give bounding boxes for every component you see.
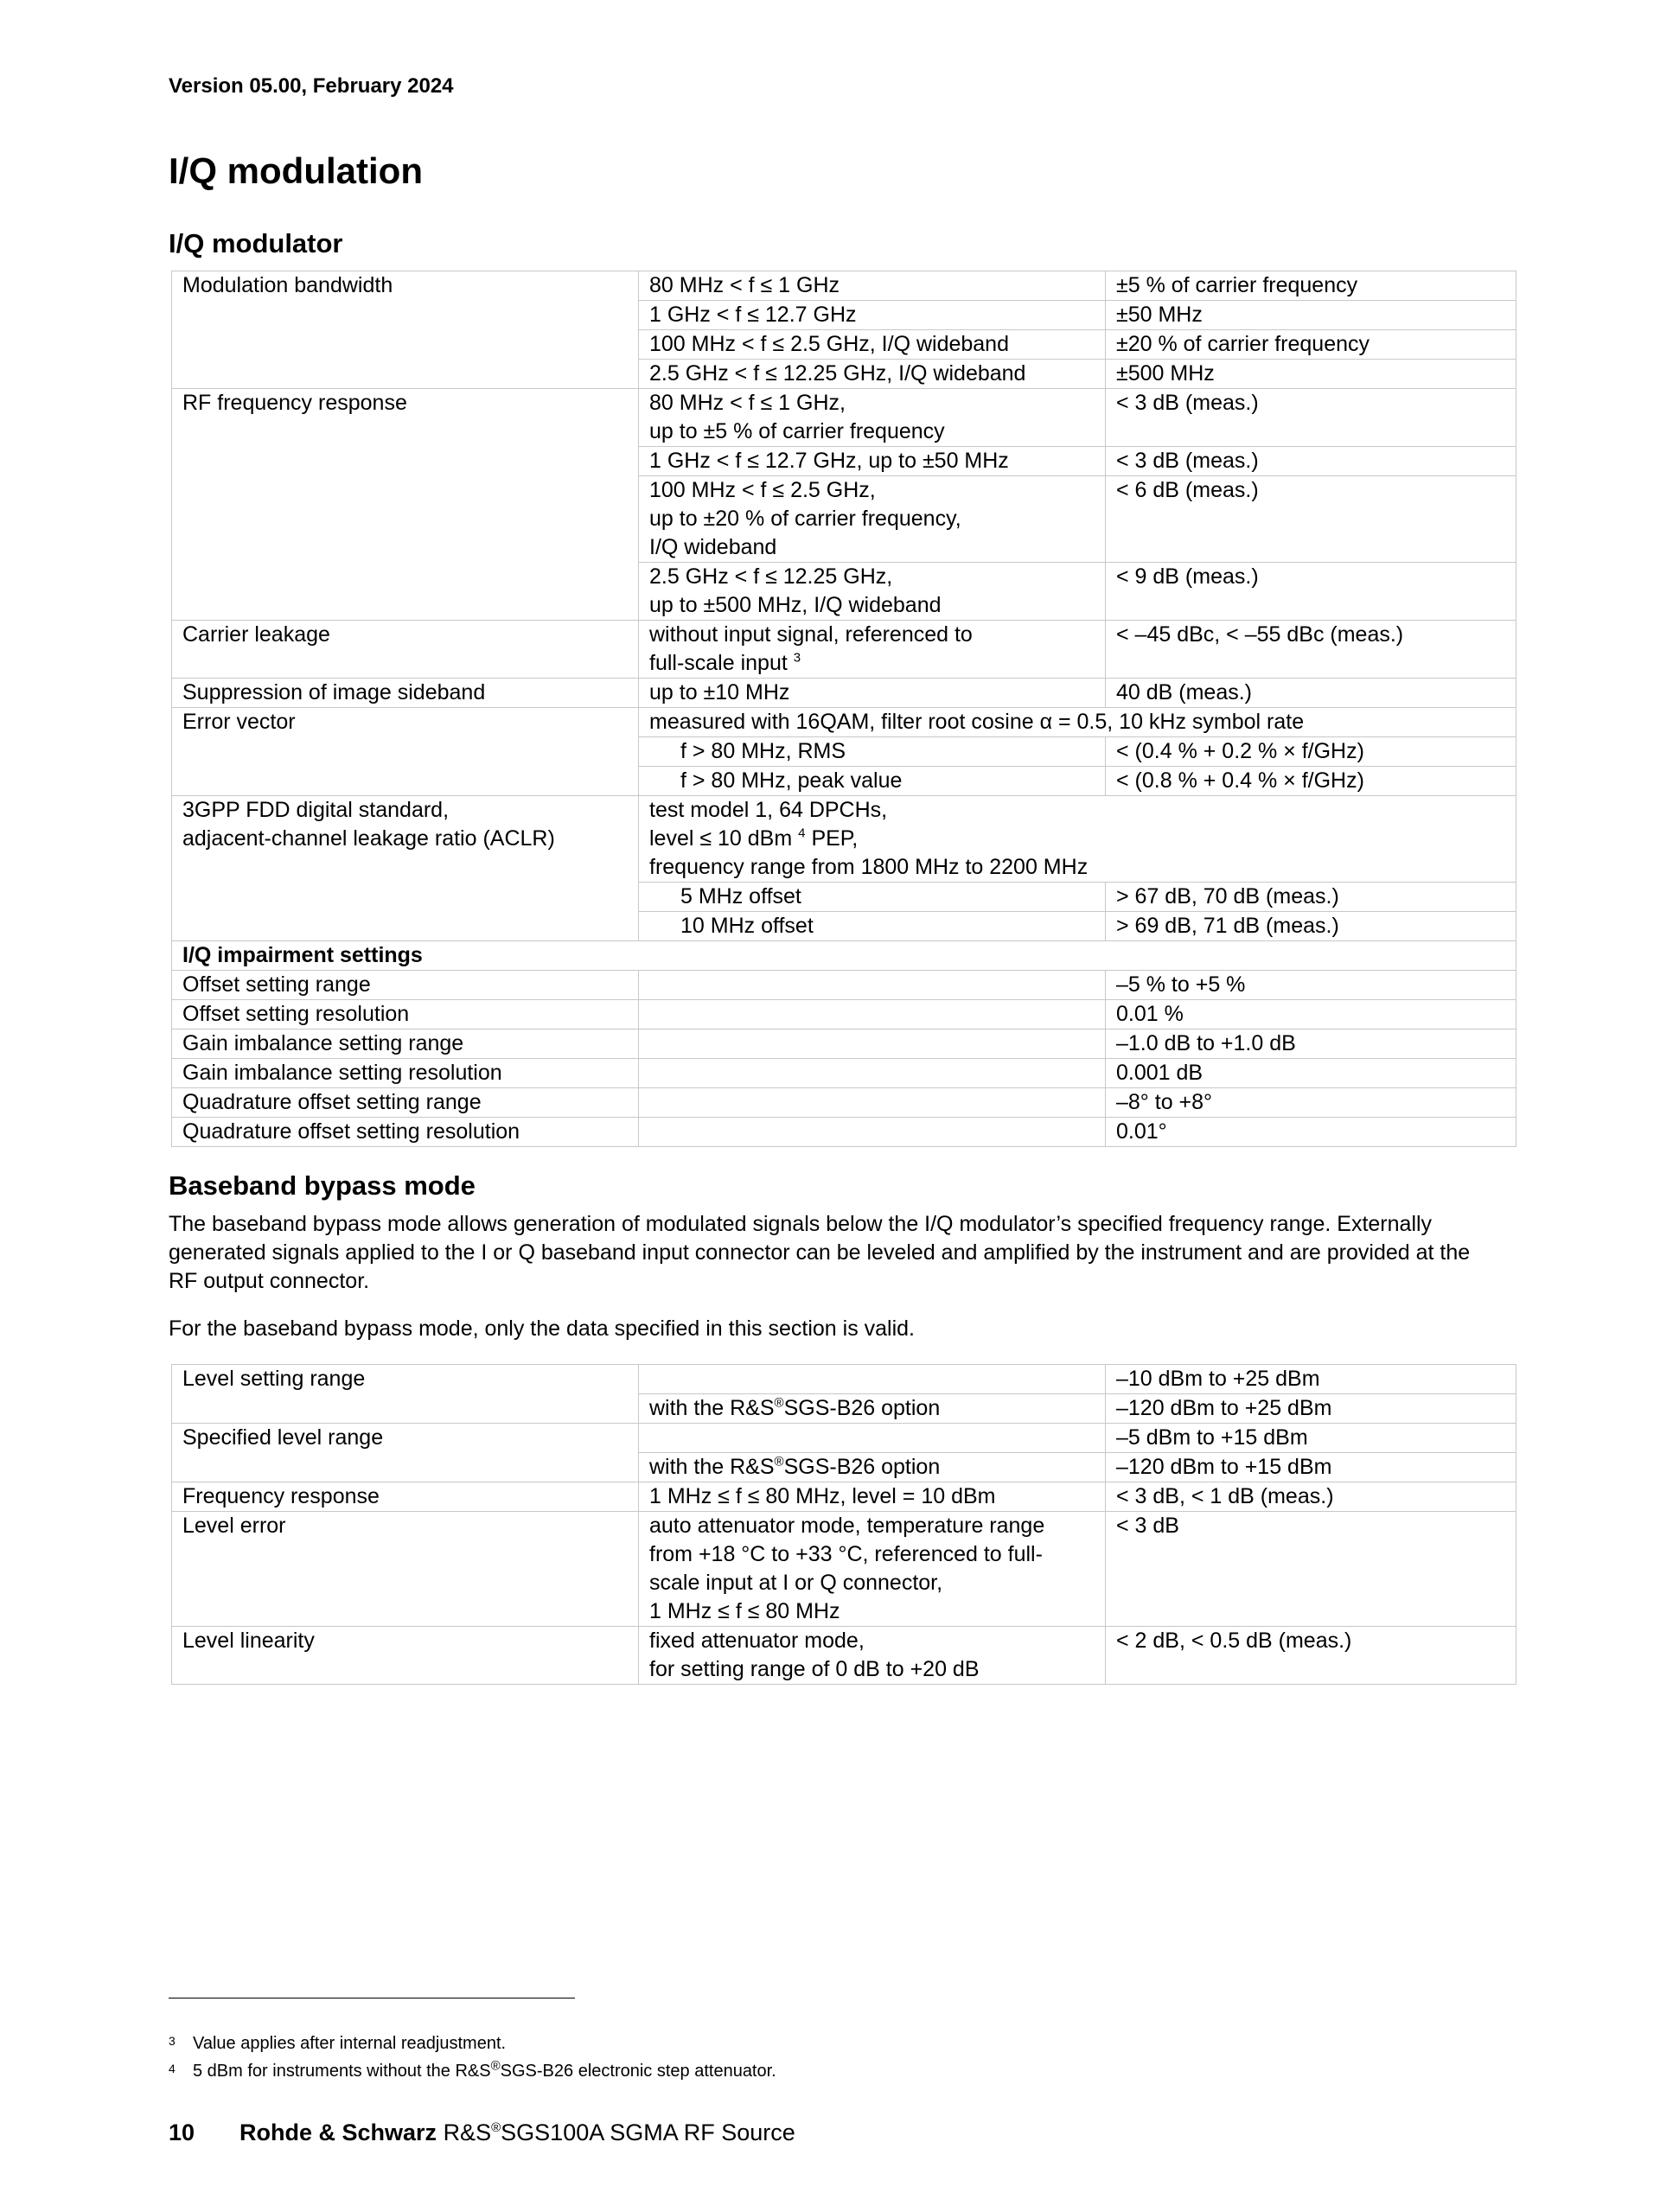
value-cell: –5 dBm to +15 dBm <box>1106 1424 1516 1453</box>
param-cell: Gain imbalance setting resolution <box>172 1059 639 1088</box>
registered-mark: ® <box>491 2120 501 2135</box>
param-cell: Modulation bandwidth <box>172 271 639 389</box>
condition-cell: 1 GHz < f ≤ 12.7 GHz <box>639 301 1106 330</box>
registered-mark: ® <box>774 1454 784 1469</box>
table-row <box>172 271 1516 301</box>
page-footer <box>169 2120 795 2146</box>
condition-cell: 1 MHz ≤ f ≤ 80 MHz, level = 10 dBm <box>639 1482 1106 1512</box>
registered-mark: ® <box>490 2058 501 2074</box>
condition-cell: 2.5 GHz < f ≤ 12.25 GHz, up to ±500 MHz, I/Q wideband <box>639 563 1106 621</box>
table-row <box>172 679 1516 708</box>
page-number: 10 <box>169 2120 195 2145</box>
condition-cell: 1 GHz < f ≤ 12.7 GHz, up to ±50 MHz <box>639 447 1106 476</box>
body-paragraph: The baseband bypass mode allows generation of modulated signals below the I/Q modulator’s specified frequency range. Externally generated signals applied to the I or Q baseband input connector can be leveled and amplified by the instrument and are provided at the RF output connector. <box>169 1212 1471 1293</box>
param-cell: RF frequency response <box>172 389 639 621</box>
condition-cell <box>639 1088 1106 1118</box>
table-row <box>172 971 1516 1000</box>
body-paragraph: For the baseband bypass mode, only the data specified in this section is valid. <box>169 1316 916 1341</box>
table-row <box>172 796 1516 883</box>
table-row <box>172 1118 1516 1147</box>
condition-cell <box>639 1030 1106 1059</box>
condition-cell <box>639 1118 1106 1147</box>
footnote <box>169 2058 776 2081</box>
condition-cell: 100 MHz < f ≤ 2.5 GHz, up to ±20 % of carrier frequency, I/Q wideband <box>639 476 1106 563</box>
condition-cell <box>639 621 1106 679</box>
value-cell: –5 % to +5 % <box>1106 971 1516 1000</box>
table-row <box>172 1000 1516 1030</box>
table-row <box>172 1088 1516 1118</box>
param-cell: 3GPP FDD digital standard, adjacent-channel leakage ratio (ACLR) <box>172 796 639 941</box>
condition-cell: 100 MHz < f ≤ 2.5 GHz, I/Q wideband <box>639 330 1106 360</box>
param-cell: Gain imbalance setting range <box>172 1030 639 1059</box>
value-cell: < (0.4 % + 0.2 % × f/GHz) <box>1106 737 1516 767</box>
iq-modulator-table <box>171 271 1516 1147</box>
condition-text: with the R&S <box>649 1455 775 1479</box>
product-name: SGS100A SGMA RF Source <box>501 2120 795 2145</box>
condition-cell: 80 MHz < f ≤ 1 GHz, up to ±5 % of carrier frequency <box>639 389 1106 447</box>
condition-text: test model 1, 64 DPCHs, level ≤ 10 dBm <box>649 798 888 851</box>
condition-cell: 2.5 GHz < f ≤ 12.25 GHz, I/Q wideband <box>639 360 1106 389</box>
value-cell: < 3 dB (meas.) <box>1106 447 1516 476</box>
param-cell: Level error <box>172 1512 639 1627</box>
table-row <box>172 1059 1516 1088</box>
value-cell: 0.01 % <box>1106 1000 1516 1030</box>
condition-text: SGS-B26 option <box>783 1455 941 1479</box>
condition-cell: up to ±10 MHz <box>639 679 1106 708</box>
condition-text: SGS-B26 option <box>783 1396 941 1420</box>
condition-text: with the R&S <box>649 1396 775 1420</box>
table-row <box>172 1424 1516 1453</box>
value-cell: ±500 MHz <box>1106 360 1516 389</box>
footnote-text: SGS-B26 electronic step attenuator. <box>500 2062 776 2081</box>
param-cell: Quadrature offset setting resolution <box>172 1118 639 1147</box>
table-row <box>172 1627 1516 1685</box>
condition-cell: fixed attenuator mode, for setting range of 0 dB to +20 dB <box>639 1627 1106 1685</box>
condition-cell: 80 MHz < f ≤ 1 GHz <box>639 271 1106 301</box>
value-cell: 40 dB (meas.) <box>1106 679 1516 708</box>
table-row <box>172 621 1516 679</box>
footnote-ref-3: 3 <box>793 650 801 666</box>
subheading-cell: I/Q impairment settings <box>172 941 1516 971</box>
param-cell: Carrier leakage <box>172 621 639 679</box>
condition-cell <box>639 971 1106 1000</box>
value-cell: > 67 dB, 70 dB (meas.) <box>1106 883 1516 912</box>
param-cell: Offset setting range <box>172 971 639 1000</box>
param-cell: Error vector <box>172 708 639 796</box>
footnote-ref-4: 4 <box>798 826 806 841</box>
param-cell: Offset setting resolution <box>172 1000 639 1030</box>
footnote-number: 4 <box>169 2062 176 2075</box>
document-version: Version 05.00, February 2024 <box>169 74 454 98</box>
registered-mark: ® <box>774 1395 784 1411</box>
company-name: Rohde & Schwarz <box>239 2120 437 2145</box>
condition-text: without input signal, referenced to full-scale input <box>649 622 973 675</box>
param-cell: Level setting range <box>172 1365 639 1424</box>
param-cell: Frequency response <box>172 1482 639 1512</box>
condition-cell: f > 80 MHz, RMS <box>639 737 1106 767</box>
condition-cell: auto attenuator mode, temperature range from +18 °C to +33 °C, referenced to full- scale input at I or Q connector, 1 MHz ≤ f ≤ 80 MHz <box>639 1512 1106 1627</box>
value-cell: < –45 dBc, < –55 dBc (meas.) <box>1106 621 1516 679</box>
table-row <box>172 389 1516 447</box>
table-row <box>172 1030 1516 1059</box>
param-cell: Specified level range <box>172 1424 639 1482</box>
condition-cell <box>639 1424 1106 1453</box>
value-cell: ±5 % of carrier frequency <box>1106 271 1516 301</box>
condition-text: PEP, frequency range from 1800 MHz to 2200 MHz <box>649 826 1089 879</box>
value-cell: ±50 MHz <box>1106 301 1516 330</box>
condition-cell <box>639 1365 1106 1394</box>
value-cell: < 3 dB, < 1 dB (meas.) <box>1106 1482 1516 1512</box>
value-cell: < 9 dB (meas.) <box>1106 563 1516 621</box>
value-cell: < (0.8 % + 0.4 % × f/GHz) <box>1106 767 1516 796</box>
param-cell: Level linearity <box>172 1627 639 1685</box>
section-heading-baseband-bypass: Baseband bypass mode <box>169 1170 476 1201</box>
param-cell: Suppression of image sideband <box>172 679 639 708</box>
footnote <box>169 2034 506 2054</box>
product-name: R&S <box>443 2120 492 2145</box>
param-cell: Quadrature offset setting range <box>172 1088 639 1118</box>
value-cell: 0.01° <box>1106 1118 1516 1147</box>
condition-cell <box>639 1000 1106 1030</box>
condition-cell <box>639 1453 1106 1482</box>
condition-cell: f > 80 MHz, peak value <box>639 767 1106 796</box>
value-cell: 0.001 dB <box>1106 1059 1516 1088</box>
footnote-number: 3 <box>169 2034 176 2048</box>
value-cell: > 69 dB, 71 dB (meas.) <box>1106 912 1516 941</box>
table-row <box>172 708 1516 737</box>
value-cell: < 2 dB, < 0.5 dB (meas.) <box>1106 1627 1516 1685</box>
value-cell: –1.0 dB to +1.0 dB <box>1106 1030 1516 1059</box>
value-cell: –10 dBm to +25 dBm <box>1106 1365 1516 1394</box>
footnote-text: Value applies after internal readjustment. <box>193 2034 507 2053</box>
value-cell: < 6 dB (meas.) <box>1106 476 1516 563</box>
value-cell: < 3 dB <box>1106 1512 1516 1627</box>
value-cell: < 3 dB (meas.) <box>1106 389 1516 447</box>
condition-cell: measured with 16QAM, filter root cosine α = 0.5, 10 kHz symbol rate <box>639 708 1516 737</box>
baseband-bypass-table <box>171 1364 1516 1685</box>
value-cell: –8° to +8° <box>1106 1088 1516 1118</box>
condition-cell: 10 MHz offset <box>639 912 1106 941</box>
condition-cell: 5 MHz offset <box>639 883 1106 912</box>
footnote-text: 5 dBm for instruments without the R&S <box>193 2062 491 2081</box>
table-row <box>172 1365 1516 1394</box>
condition-cell <box>639 796 1516 883</box>
page-title: I/Q modulation <box>169 150 423 191</box>
value-cell: –120 dBm to +15 dBm <box>1106 1453 1516 1482</box>
value-cell: –120 dBm to +25 dBm <box>1106 1394 1516 1424</box>
condition-cell <box>639 1059 1106 1088</box>
table-row <box>172 941 1516 971</box>
section-heading-iq-modulator: I/Q modulator <box>169 228 343 258</box>
value-cell: ±20 % of carrier frequency <box>1106 330 1516 360</box>
condition-cell <box>639 1394 1106 1424</box>
table-row <box>172 1512 1516 1627</box>
table-row <box>172 1482 1516 1512</box>
